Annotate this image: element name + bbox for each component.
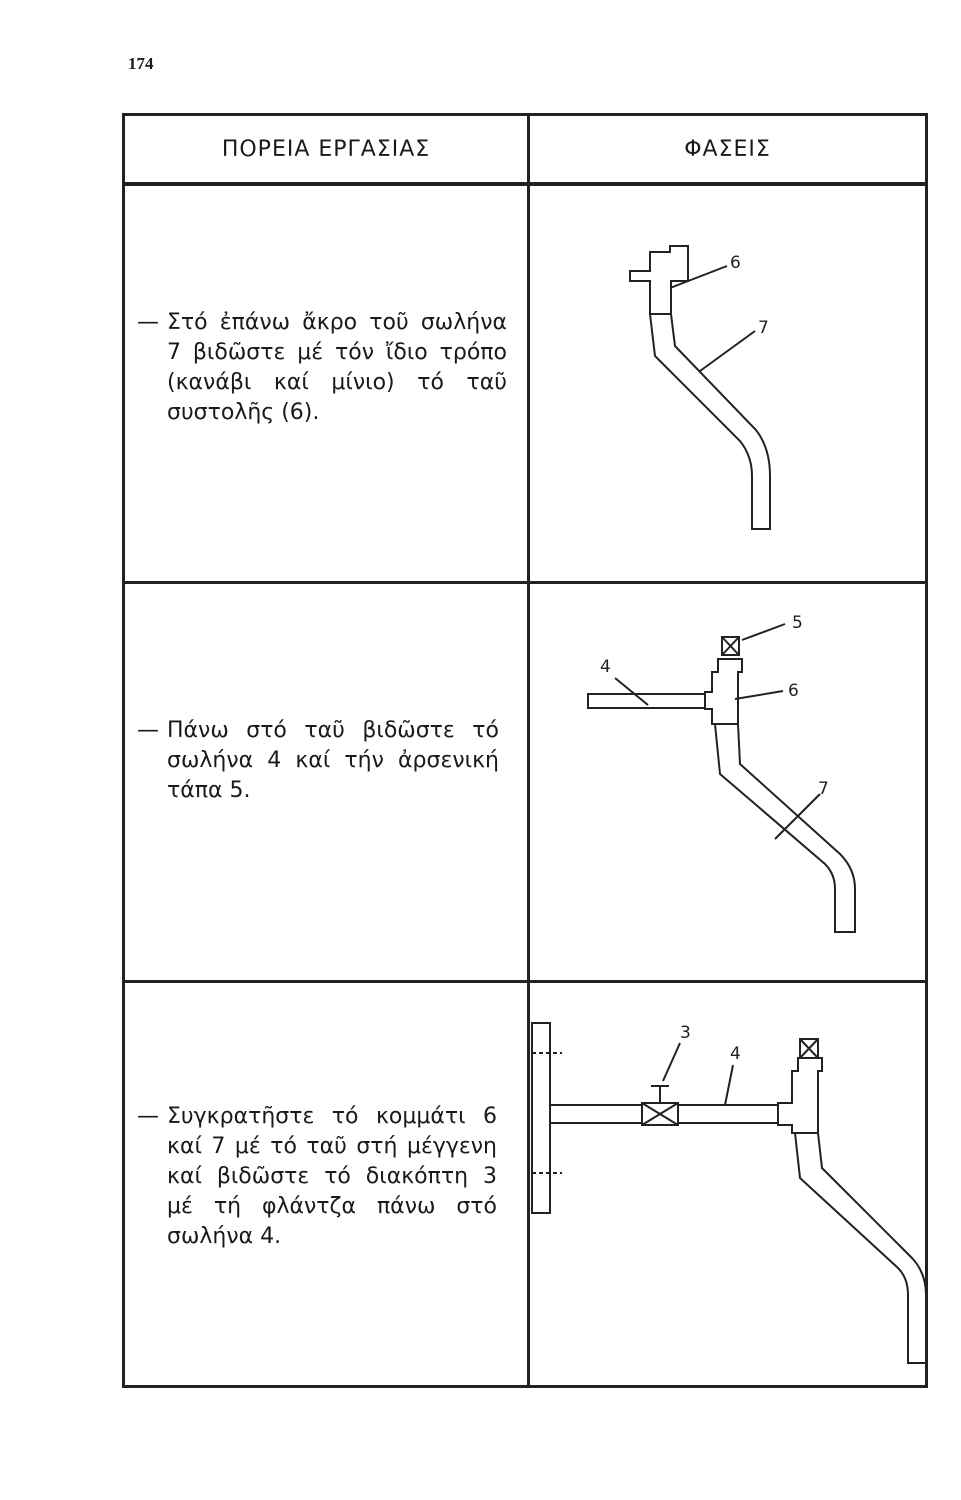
procedure-table (122, 113, 928, 1388)
step-2 (125, 716, 525, 806)
pipe-segment (550, 1105, 642, 1123)
step-1-dash: — (137, 310, 159, 335)
label-5: 5 (792, 613, 803, 633)
step-1-text: Στό ἐπάνω ἄκρο τοῦ σωλήνα 7 βιδῶστε μέ τόν ἴδιο τρόπο (κανάβι καί μίνιο) τό ταῦ συστολῆς (6). (167, 310, 507, 425)
pipe-4 (678, 1105, 778, 1123)
pipe-4 (588, 694, 705, 708)
label-4: 4 (600, 657, 611, 677)
tee (778, 1058, 822, 1133)
pipe-7 (795, 1133, 925, 1363)
label-7: 7 (758, 318, 769, 338)
label-4: 4 (730, 1044, 741, 1064)
label-6: 6 (730, 253, 741, 273)
step-2-dash: — (137, 718, 159, 743)
flange (532, 1023, 550, 1213)
phase-3-drawing (530, 983, 925, 1386)
pipe-7 (650, 314, 770, 529)
phase-1-drawing (530, 186, 925, 581)
phase-2-drawing (530, 584, 925, 980)
label-6: 6 (788, 681, 799, 701)
tee-6 (705, 659, 742, 724)
page-number: 174 (128, 54, 154, 73)
label-3: 3 (680, 1023, 691, 1043)
step-2-text: Πάνω στό ταῦ βιδῶστε τό σωλήνα 4 καί τήν ἀρσενική τάπα 5. (167, 718, 499, 803)
step-3-dash: — (137, 1104, 159, 1129)
header-phases: ΦΑΣΕΙΣ (684, 136, 771, 162)
header-work-procedure: ΠΟΡΕΙΑ ΕΡΓΑΣΙΑΣ (221, 136, 431, 162)
step-1 (125, 308, 525, 428)
step-3-text: Συγκρατῆστε τό κομμάτι 6 καί 7 μέ τό ταῦ στή μέγγενη καί βιδῶστε τό διακόπτη 3 μέ τή φλάντζα πάνω στό σωλήνα 4. (167, 1104, 497, 1249)
reducing-tee-6 (630, 246, 688, 314)
step-3 (125, 1102, 525, 1252)
label-7: 7 (818, 779, 829, 799)
